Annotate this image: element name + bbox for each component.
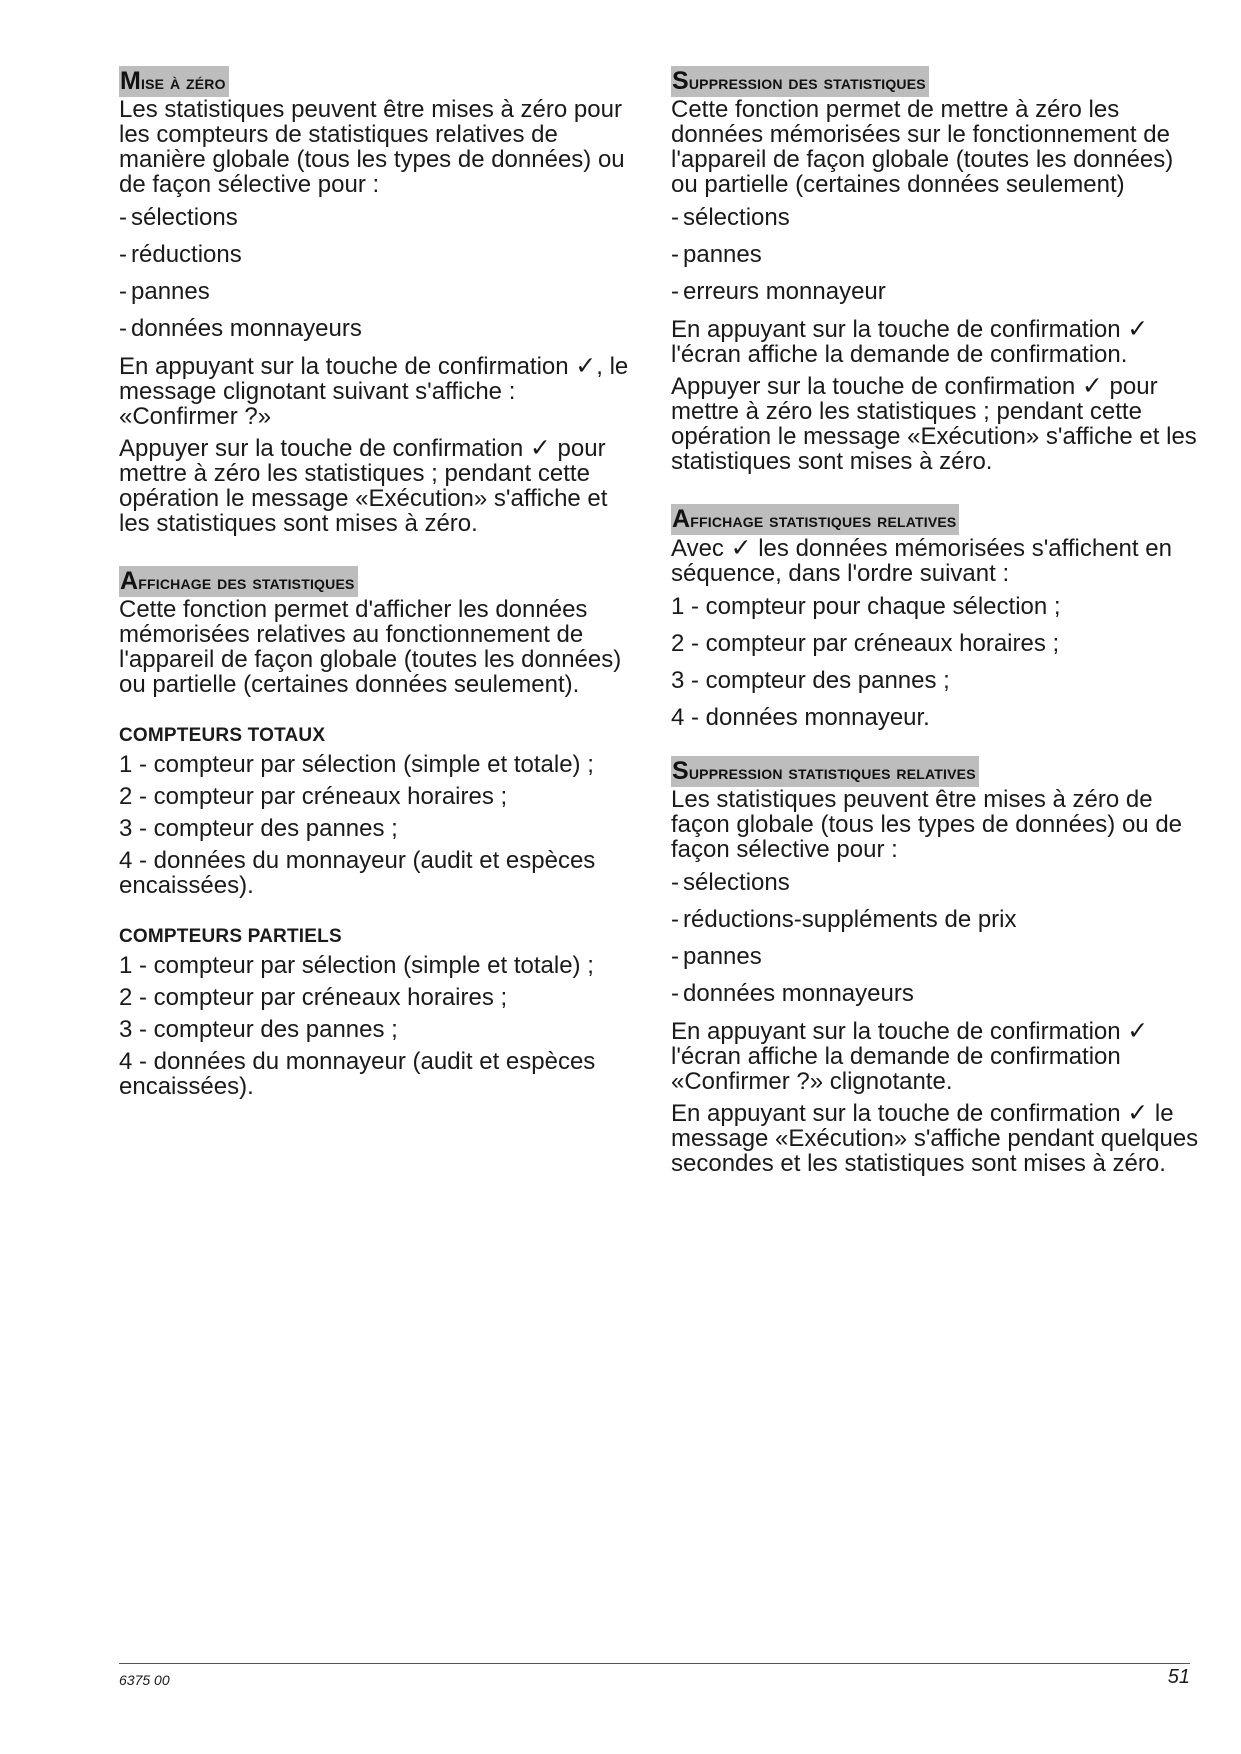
list-item: [119, 205, 639, 231]
dash-marker: -: [119, 315, 127, 342]
list-item-label: données monnayeurs: [683, 980, 914, 1007]
section-title-suppression: Suppression des statistiques: [671, 66, 929, 97]
list-item: 2 - compteur par créneaux horaires ;: [119, 783, 508, 810]
para-text: Appuyer sur la touche de confirmation: [671, 373, 1076, 400]
page-number: 51: [1167, 1666, 1190, 1688]
para-text: pour mettre à zéro les statistiques ; pendant cette opération le message «Exécution» s'affiche et les statistiques sont mises à zéro.: [671, 373, 1197, 475]
list-item-label: données monnayeurs: [131, 315, 362, 342]
list-item: [119, 316, 639, 342]
list-item: 3 - compteur des pannes ;: [119, 815, 398, 842]
list-item: [671, 981, 1201, 1007]
list-item-label: pannes: [683, 241, 762, 268]
mise-a-zero-intro: Les statistiques peuvent être mises à zéro pour les compteurs de statistiques relatives de manière globale (tous les types de données) ou de façon sélective pour :: [119, 96, 625, 198]
dash-marker: -: [671, 980, 679, 1007]
dash-marker: -: [671, 241, 679, 268]
suppression-para1: [671, 316, 1201, 367]
list-item: [671, 242, 1201, 268]
dash-marker: -: [671, 906, 679, 933]
para-text: les données mémorisées s'affichent en séquence, dans l'ordre suivant :: [671, 535, 1172, 587]
checkmark-icon: ✓: [575, 351, 597, 380]
section-title-affichage-relatives: Affichage statistiques relatives: [671, 504, 959, 535]
footer-doc-code: 6375 00: [119, 1672, 170, 1688]
list-item: 3 - compteur des pannes ;: [671, 667, 950, 694]
suppression-rel-para2: [671, 1100, 1201, 1176]
dash-marker: -: [671, 278, 679, 305]
checkmark-icon: ✓: [529, 433, 551, 462]
mise-a-zero-para1: [119, 353, 639, 429]
para-text: En appuyant sur la touche de confirmation: [671, 316, 1121, 343]
checkmark-icon: ✓: [1081, 371, 1103, 400]
checkmark-icon: ✓: [730, 533, 752, 562]
dash-marker: -: [671, 869, 679, 896]
para-text: En appuyant sur la touche de confirmation: [671, 1100, 1121, 1127]
para-text: , le message clignotant suivant s'affiche : «Confirmer ?»: [119, 353, 629, 430]
section-title-affichage: Affichage des statistiques: [119, 566, 358, 597]
suppression-rel-para1: [671, 1018, 1201, 1094]
checkmark-icon: ✓: [1127, 1016, 1149, 1045]
section-title-suppression-relatives: Suppression statistiques relatives: [671, 756, 979, 787]
affichage-rel-intro: [671, 535, 1201, 586]
list-item: 2 - compteur par créneaux horaires ;: [671, 630, 1060, 657]
dash-marker: -: [671, 204, 679, 231]
list-item: 1 - compteur par sélection (simple et totale) ;: [119, 952, 594, 979]
list-item: [671, 870, 1201, 896]
list-item-label: sélections: [131, 204, 238, 231]
list-item: [671, 907, 1201, 933]
para-text: l'écran affiche la demande de confirmation «Confirmer ?» clignotante.: [671, 1043, 1121, 1095]
mise-a-zero-para2: [119, 435, 639, 536]
section-title-mise-a-zero: Mise à zéro: [119, 66, 229, 97]
footer-divider: [119, 1663, 1190, 1664]
dash-marker: -: [119, 204, 127, 231]
list-item: [119, 279, 639, 305]
list-item-label: sélections: [683, 204, 790, 231]
checkmark-icon: ✓: [1127, 1098, 1149, 1127]
list-item: [671, 279, 1201, 305]
suppression-para2: [671, 373, 1201, 474]
list-item: 4 - données du monnayeur (audit et espèces encaissées).: [119, 1048, 596, 1100]
right-column: [671, 66, 1201, 1182]
subheading-compteurs-partiels: COMPTEURS PARTIELS: [119, 926, 342, 947]
subheading-compteurs-totaux: COMPTEURS TOTAUX: [119, 725, 326, 746]
left-column: [119, 66, 639, 1106]
para-text: En appuyant sur la touche de confirmation: [119, 353, 569, 380]
dash-marker: -: [119, 241, 127, 268]
dash-marker: -: [671, 943, 679, 970]
list-item: 4 - données du monnayeur (audit et espèces encaissées).: [119, 847, 596, 899]
list-item: [671, 205, 1201, 231]
list-item-label: réductions-suppléments de prix: [683, 906, 1017, 933]
list-item-label: réductions: [131, 241, 242, 268]
list-item-label: erreurs monnayeur: [683, 278, 886, 305]
list-item: 1 - compteur par sélection (simple et totale) ;: [119, 751, 594, 778]
list-item-label: pannes: [683, 943, 762, 970]
checkmark-icon: ✓: [1127, 314, 1149, 343]
suppression-intro: Cette fonction permet de mettre à zéro les données mémorisées sur le fonctionnement de l'appareil de façon globale (toutes les données) ou partielle (certaines données seulement): [671, 96, 1174, 198]
list-item: 2 - compteur par créneaux horaires ;: [119, 984, 508, 1011]
para-text: En appuyant sur la touche de confirmation: [671, 1018, 1121, 1045]
para-text: pour mettre à zéro les statistiques ; pendant cette opération le message «Exécution» s'affiche et les statistiques sont mises à zéro.: [119, 435, 608, 537]
para-text: le message «Exécution» s'affiche pendant quelques secondes et les statistiques sont mises à zéro.: [671, 1100, 1199, 1177]
list-item-label: sélections: [683, 869, 790, 896]
list-item-label: pannes: [131, 278, 210, 305]
affichage-intro: Cette fonction permet d'afficher les données mémorisées relatives au fonctionnement de l'appareil de façon globale (toutes les données) ou partielle (certaines données seulement).: [119, 596, 622, 698]
list-item: 3 - compteur des pannes ;: [119, 1016, 398, 1043]
list-item: [671, 944, 1201, 970]
para-text: l'écran affiche la demande de confirmation.: [671, 341, 1128, 368]
para-text: Avec: [671, 535, 724, 562]
list-item: 4 - données monnayeur.: [671, 704, 930, 731]
dash-marker: -: [119, 278, 127, 305]
list-item: [119, 242, 639, 268]
list-item: 1 - compteur pour chaque sélection ;: [671, 593, 1061, 620]
suppression-rel-intro: Les statistiques peuvent être mises à zéro de façon globale (tous les types de données) ou de façon sélective pour :: [671, 786, 1183, 863]
para-text: Appuyer sur la touche de confirmation: [119, 435, 524, 462]
